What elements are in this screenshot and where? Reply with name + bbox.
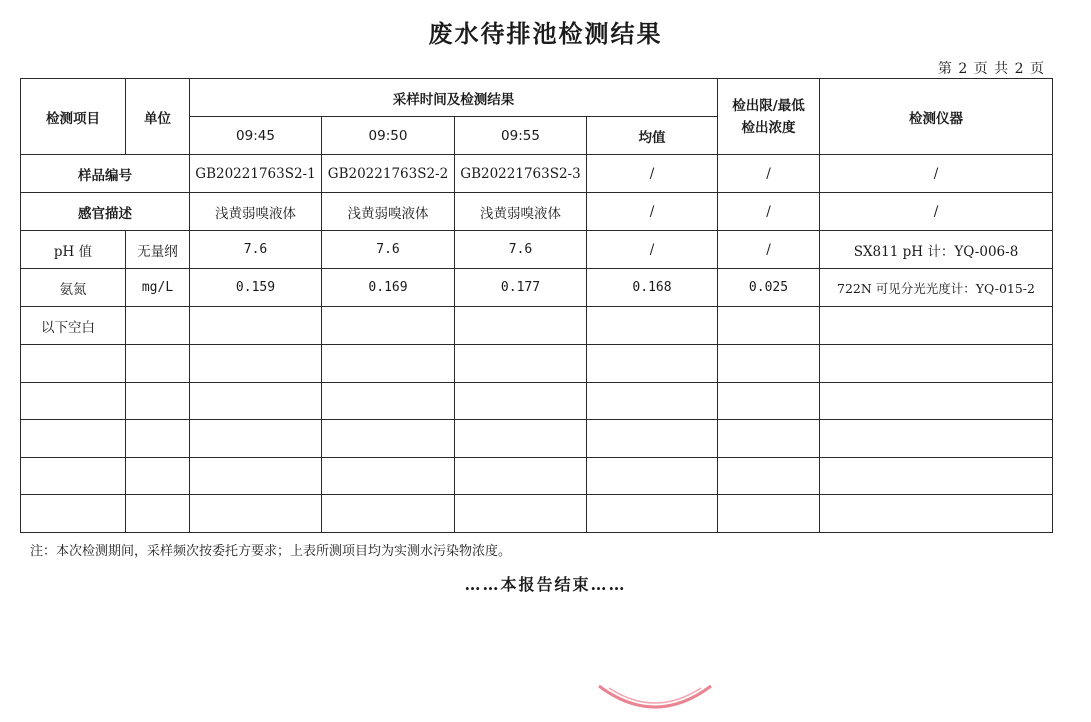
- cell-value: 7.6: [190, 231, 322, 269]
- table-row: [21, 269, 1053, 307]
- header-time-3: 09:55: [455, 117, 587, 155]
- cell-unit: mg/L: [126, 269, 190, 307]
- table-row: [21, 155, 1053, 193]
- table-row-empty: [21, 495, 1053, 533]
- cell-value: 浅黄弱嗅液体: [455, 193, 587, 231]
- header-instrument: 检测仪器: [820, 79, 1053, 155]
- cell-instrument: /: [820, 193, 1053, 231]
- cell-limit: /: [718, 155, 820, 193]
- table-row-empty: [21, 382, 1053, 420]
- cell-value: 0.159: [190, 269, 322, 307]
- blank-label: 以下空白: [21, 307, 126, 345]
- row-label-sample-no: 样品编号: [21, 155, 190, 193]
- cell-instrument: SX811 pH 计：YQ-006-8: [820, 231, 1053, 269]
- table-row: [21, 193, 1053, 231]
- table-row-empty: [21, 420, 1053, 458]
- end-of-report: ……本报告结束……: [464, 575, 627, 594]
- cell-value: GB20221763S2-1: [190, 155, 322, 193]
- cell-value: 浅黄弱嗅液体: [322, 193, 455, 231]
- cell-average: 0.168: [587, 269, 718, 307]
- footnote: 注：本次检测期间，采样频次按委托方要求；上表所测项目均为实测水污染物浓度。: [30, 544, 512, 559]
- seal-arc: [599, 686, 711, 707]
- cell-average: /: [587, 193, 718, 231]
- cell-value: 0.169: [322, 269, 455, 307]
- header-average: 均值: [587, 117, 718, 155]
- cell-value: 浅黄弱嗅液体: [190, 193, 322, 231]
- header-time-1: 09:45: [190, 117, 322, 155]
- cell-limit: 0.025: [718, 269, 820, 307]
- header-time-2: 09:50: [322, 117, 455, 155]
- cell-instrument: /: [820, 155, 1053, 193]
- row-label-ammonia: 氨氮: [21, 269, 126, 307]
- row-label-appearance: 感官描述: [21, 193, 190, 231]
- cell-unit: 无量纲: [126, 231, 190, 269]
- header-limit: 检出限/最低检出浓度: [718, 79, 820, 155]
- cell-limit: /: [718, 193, 820, 231]
- cell-limit: /: [718, 231, 820, 269]
- header-sampling: 采样时间及检测结果: [190, 79, 718, 117]
- cell-value: GB20221763S2-3: [455, 155, 587, 193]
- cell-value: 0.177: [455, 269, 587, 307]
- cell-value: GB20221763S2-2: [322, 155, 455, 193]
- table-row-blank: [21, 307, 1053, 345]
- header-item: 检测项目: [21, 79, 126, 155]
- red-seal-stamp: [595, 682, 715, 718]
- cell-value: 7.6: [455, 231, 587, 269]
- report-title: 废水待排池检测结果: [428, 20, 663, 48]
- header-unit: 单位: [126, 79, 190, 155]
- results-table: [20, 78, 1053, 533]
- row-label-ph: pH 值: [21, 231, 126, 269]
- table-row-empty: [21, 457, 1053, 495]
- cell-value: 7.6: [322, 231, 455, 269]
- header-row-1: [21, 79, 1053, 117]
- cell-average: /: [587, 231, 718, 269]
- page-info: 第 2 页 共 2 页: [937, 61, 1045, 77]
- table-row: [21, 231, 1053, 269]
- table-row-empty: [21, 345, 1053, 383]
- cell-instrument: 722N 可见分光光度计：YQ-015-2: [820, 269, 1053, 307]
- cell-average: /: [587, 155, 718, 193]
